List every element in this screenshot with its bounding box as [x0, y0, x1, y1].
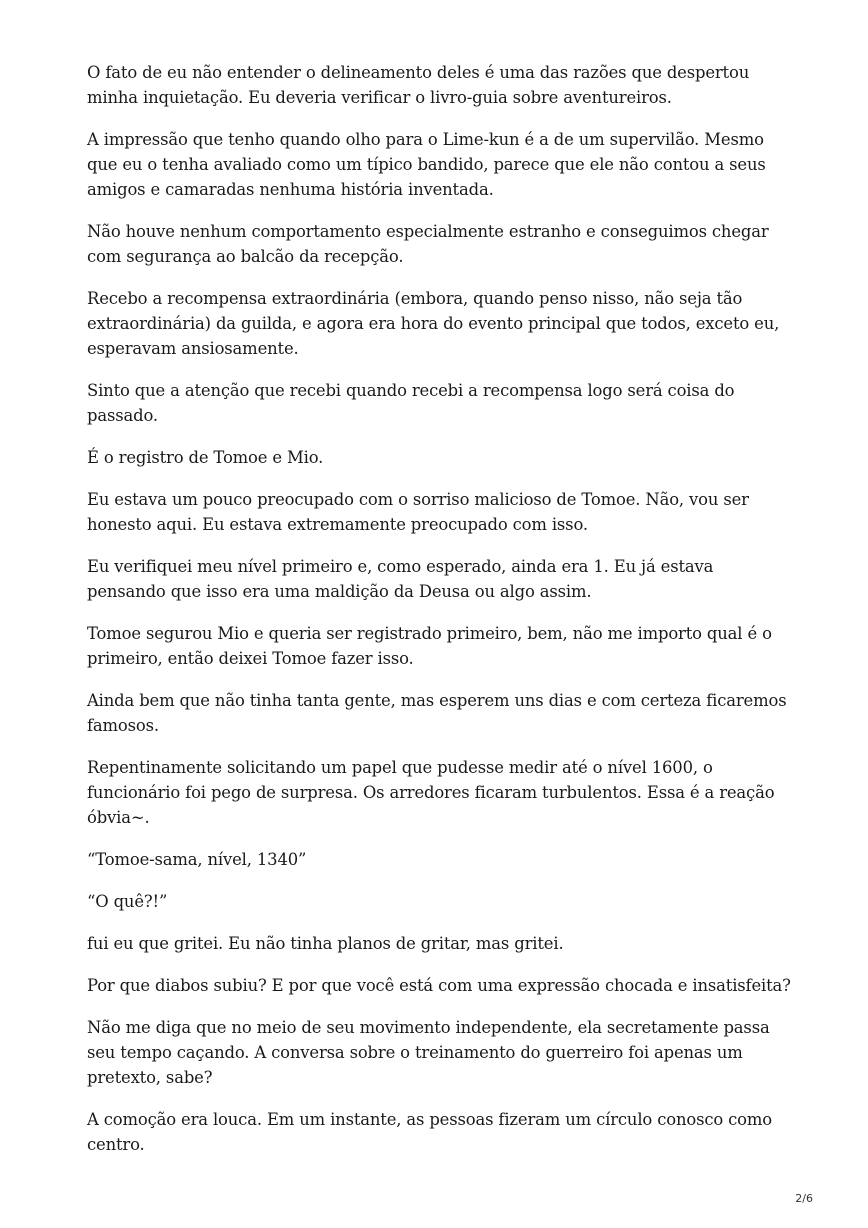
paragraph: Sinto que a atenção que recebi quando recebi a recompensa logo será coisa do passado. — [87, 381, 735, 425]
page-number: 2/6 — [795, 1192, 813, 1205]
paragraph: Ainda bem que não tinha tanta gente, mas esperem uns dias e com certeza ficaremos famosos. — [87, 691, 787, 735]
paragraph: É o registro de Tomoe e Mio. — [87, 448, 324, 467]
paragraph: Eu verifiquei meu nível primeiro e, como esperado, ainda era 1. Eu já estava pensando que isso era uma maldição da Deusa ou algo assim. — [87, 557, 714, 601]
paragraph: A impressão que tenho quando olho para o Lime-kun é a de um supervilão. Mesmo que eu o tenha avaliado como um típico bandido, parece que ele não contou a seus amigos e camaradas nenhuma história inventada. — [87, 130, 766, 199]
paragraph: O fato de eu não entender o delineamento deles é uma das razões que despertou minha inquietação. Eu deveria verificar o livro-guia sobre aventureiros. — [87, 63, 750, 107]
paragraph: fui eu que gritei. Eu não tinha planos de gritar, mas gritei. — [87, 934, 564, 953]
paragraph: “Tomoe-sama, nível, 1340” — [87, 850, 307, 869]
paragraph: Eu estava um pouco preocupado com o sorriso malicioso de Tomoe. Não, vou ser honesto aqui. Eu estava extremamente preocupado com isso. — [87, 490, 749, 534]
paragraph: Recebo a recompensa extraordinária (embora, quando penso nisso, não seja tão extraordinária) da guilda, e agora era hora do evento principal que todos, exceto eu, esperavam ansiosamente. — [87, 289, 780, 358]
paragraph: Não me diga que no meio de seu movimento independente, ela secretamente passa seu tempo caçando. A conversa sobre o treinamento do guerreiro foi apenas um pretexto, sabe? — [87, 1018, 770, 1087]
document-body — [87, 60, 792, 1174]
paragraph: A comoção era louca. Em um instante, as pessoas fizeram um círculo conosco como centro. — [87, 1110, 772, 1154]
paragraph: Não houve nenhum comportamento especialmente estranho e conseguimos chegar com segurança ao balcão da recepção. — [87, 222, 769, 266]
paragraph: “O quê?!” — [87, 892, 168, 911]
paragraph: Repentinamente solicitando um papel que pudesse medir até o nível 1600, o funcionário foi pego de surpresa. Os arredores ficaram turbulentos. Essa é a reação óbvia~. — [87, 758, 775, 827]
paragraph: Tomoe segurou Mio e queria ser registrado primeiro, bem, não me importo qual é o primeiro, então deixei Tomoe fazer isso. — [87, 624, 772, 668]
paragraph: Por que diabos subiu? E por que você está com uma expressão chocada e insatisfeita? — [87, 976, 791, 995]
